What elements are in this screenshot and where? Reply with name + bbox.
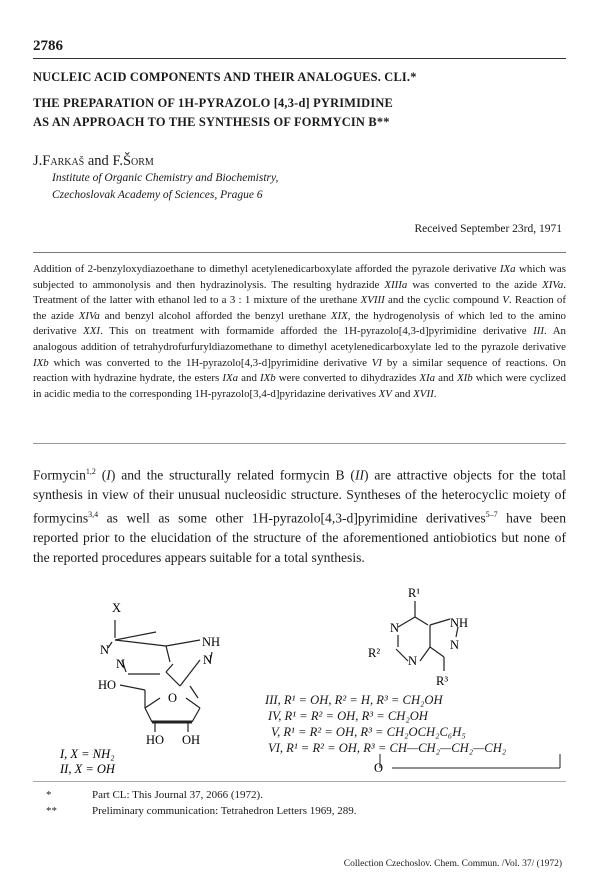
ring-n2: N bbox=[408, 654, 418, 668]
compound-V: V, R¹ = R² = OH, R³ = CH₂OCH₂C₆H₅ bbox=[271, 725, 466, 739]
pyrazolopyrimidine-structure bbox=[360, 585, 500, 695]
compound-III: III, R¹ = OH, R² = H, R³ = CH₂OH bbox=[265, 693, 443, 707]
compound-VI: VI, R¹ = R² = OH, R³ = CH—CH₂—CH₂—CH₂ bbox=[268, 741, 507, 755]
footnote-text-2: Preliminary communication: Tetrahedron Letters 1969, 289. bbox=[92, 805, 357, 817]
hydroxymethyl-ho: HO bbox=[98, 678, 117, 692]
sugar-oh: OH bbox=[182, 733, 201, 747]
body-paragraph: Formycin$^{1,2}$ (I) and the structurally related formycin B (II) are attractive objects for the total synthesis in view of their unusual nucleosidic structure. Syntheses of the heterocyclic moiety of formycins$^{3,4}$ as well as some other 1H-pyrazolo[4,3-d]pyrimidine derivatives$^{5-7}$ have been reported prior to the elucidation of the structure of the aforementioned antiobiotics but none of the reported procedures appears suitable for a total synthesis. bbox=[33, 467, 566, 566]
ring-n1: N bbox=[100, 643, 110, 657]
abstract: Addition of 2-benzyloxydiazoethane to dimethyl acetylenedicarboxylate afforded the pyrazole derivative IXa which was subjected to ammonolysis and then hydrazinolysis. The resulting hydrazide XIIIa was converted to the azide XIVa. Treatment of the latter with ethanol led to a 3 : 1 mixture of the urethane XVIII and the cyclic compound V. Reaction of the azide XIVa and benzyl alcohol afforded the benzyl urethane XIX, the hydrogenolysis of which led to the amino derivative XXI. This on treatment with formamide afforded the 1H-pyrazolo[4,3-d]pyrimidine derivative III. An analogous addition of tetrahydrofurfuryldiazomethane to dimethyl acetylenedicarboxylate led to the pyrazole derivative IXb which was converted to the 1H-pyrazolo[4,3-d]pyrimidine derivative VI by a similar sequence of reactions. On reaction with hydrazine hydrate, the esters IXa and IXb were converted to dihydrazides XIa and XIb which were cyclized in acidic media to the corresponding 1H-pyrazolo[3,4-d]pyridazine derivatives XV and XVII. bbox=[33, 263, 567, 400]
footnote-mark-1: * bbox=[46, 789, 52, 801]
r2-label: R² bbox=[368, 646, 381, 660]
footnote-mark-2: ** bbox=[46, 805, 57, 817]
footnote-text-1: Part CL: This Journal 37, 2066 (1972). bbox=[92, 789, 263, 801]
ring-nh: NH bbox=[202, 635, 221, 649]
affiliation-line-2: Czechoslovak Academy of Sciences, Prague 6 bbox=[52, 189, 263, 201]
sugar-ho: HO bbox=[146, 733, 165, 747]
abstract-bottom-rule bbox=[33, 443, 566, 444]
compound-VI-ring-bracket bbox=[374, 752, 570, 775]
title-line-1: NUCLEIC ACID COMPONENTS AND THEIR ANALOGUES. CLI.* bbox=[33, 70, 417, 84]
header-rule bbox=[33, 58, 566, 59]
affiliation-line-1: Institute of Organic Chemistry and Biochemistry, bbox=[52, 172, 279, 184]
sugar-o: O bbox=[168, 691, 178, 705]
title-line-2: THE PREPARATION OF 1H-PYRAZOLO [4,3-d] PYRIMIDINE bbox=[33, 96, 393, 110]
compound-label-II: II, X = OH bbox=[60, 762, 115, 776]
ring-nh: NH bbox=[450, 616, 469, 630]
page-number: 2786 bbox=[33, 38, 63, 54]
journal-footer: Collection Czechoslov. Chem. Commun. /Vol. 37/ (1972) bbox=[343, 859, 562, 869]
compound-label-I: I, X = NH₂ bbox=[60, 747, 115, 761]
ring-n3: N bbox=[450, 638, 460, 652]
footnote-rule bbox=[33, 781, 566, 782]
abstract-top-rule bbox=[33, 252, 566, 253]
ring-n3: N bbox=[203, 653, 213, 667]
formycin-structure bbox=[60, 590, 260, 790]
r3-label: R³ bbox=[436, 674, 449, 688]
received-date: Received September 23rd, 1971 bbox=[414, 223, 562, 235]
title-line-3: AS AN APPROACH TO THE SYNTHESIS OF FORMYCIN B** bbox=[33, 115, 390, 129]
ring-oxygen: O bbox=[374, 761, 384, 775]
compound-IV: IV, R¹ = R² = OH, R³ = CH₂OH bbox=[268, 709, 428, 723]
authors: J.Farkaš and F.Šorm bbox=[33, 153, 154, 169]
substituent-x: X bbox=[112, 601, 122, 615]
ring-n1: N bbox=[390, 621, 400, 635]
r1-label: R¹ bbox=[408, 586, 421, 600]
ring-n2: N bbox=[116, 657, 126, 671]
